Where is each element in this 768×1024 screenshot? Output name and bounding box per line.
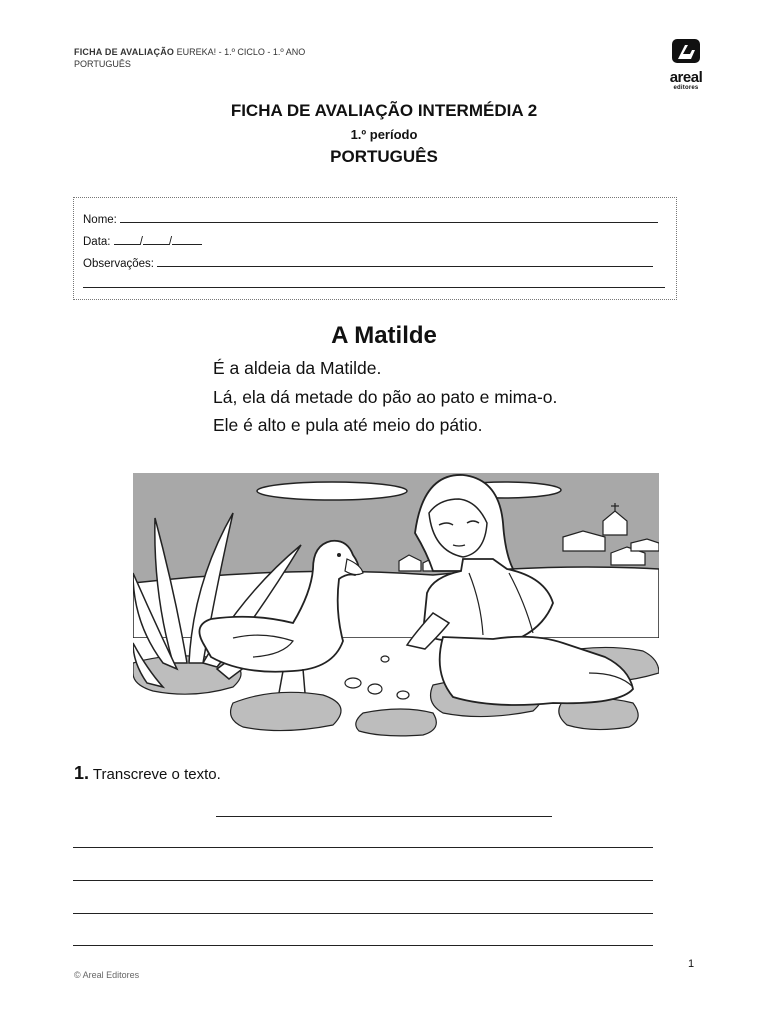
name-row [83, 212, 658, 226]
answer-line[interactable] [73, 945, 653, 946]
answer-line-title[interactable] [216, 816, 552, 817]
date-separator: / [168, 236, 173, 248]
observations-extra-line[interactable] [83, 287, 665, 288]
answer-line[interactable] [73, 913, 653, 914]
name-field[interactable] [120, 212, 658, 223]
header-series-rest: EUREKA! - 1.º CICLO - 1.º ANO [176, 47, 306, 57]
story-line: Ele é alto e pula até meio do pátio. [213, 415, 483, 435]
question-number: 1. [74, 763, 90, 783]
running-header [74, 46, 305, 70]
page-title: FICHA DE AVALIAÇÃO INTERMÉDIA 2 [230, 101, 538, 120]
date-month-field[interactable] [143, 234, 169, 245]
page-number: 1 [688, 958, 695, 970]
student-info-box [73, 197, 677, 300]
name-label: Nome: [83, 214, 117, 226]
date-day-field[interactable] [114, 234, 140, 245]
observations-row [83, 256, 653, 270]
period-subtitle: 1.º período [350, 127, 418, 142]
observations-label: Observações: [83, 258, 154, 270]
answer-line[interactable] [73, 880, 653, 881]
date-year-field[interactable] [172, 234, 202, 245]
observations-field[interactable] [157, 256, 653, 267]
story-line: Lá, ela dá metade do pão ao pato e mima-o. [213, 387, 558, 407]
question-text: Transcreve o texto. [92, 766, 221, 783]
header-subject: PORTUGUÊS [74, 59, 131, 69]
logo-word: areal [669, 69, 703, 86]
copyright: © Areal Editores [74, 970, 140, 980]
areal-logo [656, 38, 716, 90]
answer-line[interactable] [73, 847, 653, 848]
story-line: É a aldeia da Matilde. [213, 358, 382, 378]
logo-sub: editores [673, 85, 699, 91]
story-illustration [133, 473, 659, 738]
story-title: A Matilde [331, 322, 437, 349]
header-series-bold: FICHA DE AVALIAÇÃO [74, 47, 175, 57]
date-row [83, 234, 202, 248]
subject-title: PORTUGUÊS [330, 147, 438, 166]
date-separator: / [139, 236, 143, 248]
question-1 [74, 763, 221, 784]
areal-logo-icon [670, 38, 702, 64]
date-label: Data: [83, 236, 111, 248]
cloud [257, 482, 407, 500]
